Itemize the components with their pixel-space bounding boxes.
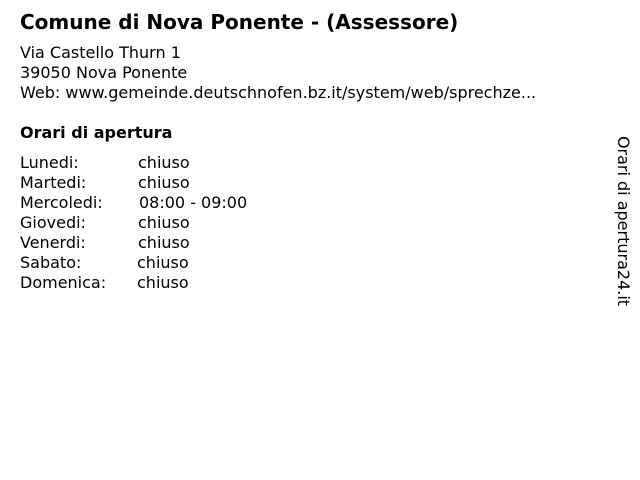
website-link[interactable]: Web: www.gemeinde.deutschnofen.bz.it/system/web/sprechze... [20, 83, 537, 102]
day-label: Mercoledi: [20, 193, 103, 212]
page-title: Comune di Nova Ponente - (Assessore) [20, 10, 459, 34]
city-postal: 39050 Nova Ponente [20, 63, 188, 82]
day-label: Sabato: [20, 253, 82, 272]
day-label: Domenica: [20, 273, 107, 292]
time-value: 08:00 - 09:00 [139, 193, 248, 212]
time-value: chiuso [138, 173, 190, 192]
time-value: chiuso [138, 233, 190, 252]
opening-hours-heading: Orari di apertura [20, 123, 173, 142]
site-watermark: Orari di apertura24.it [614, 135, 633, 307]
street-address: Via Castello Thurn 1 [20, 43, 181, 62]
time-value: chiuso [137, 253, 189, 272]
address-block [20, 43, 536, 103]
time-value: chiuso [137, 273, 189, 292]
day-label: Giovedi: [20, 213, 86, 232]
day-label: Martedi: [20, 173, 87, 192]
day-label: Venerdi: [20, 233, 86, 252]
day-label: Lunedi: [20, 153, 79, 172]
time-value: chiuso [138, 213, 190, 232]
time-value: chiuso [138, 153, 190, 172]
